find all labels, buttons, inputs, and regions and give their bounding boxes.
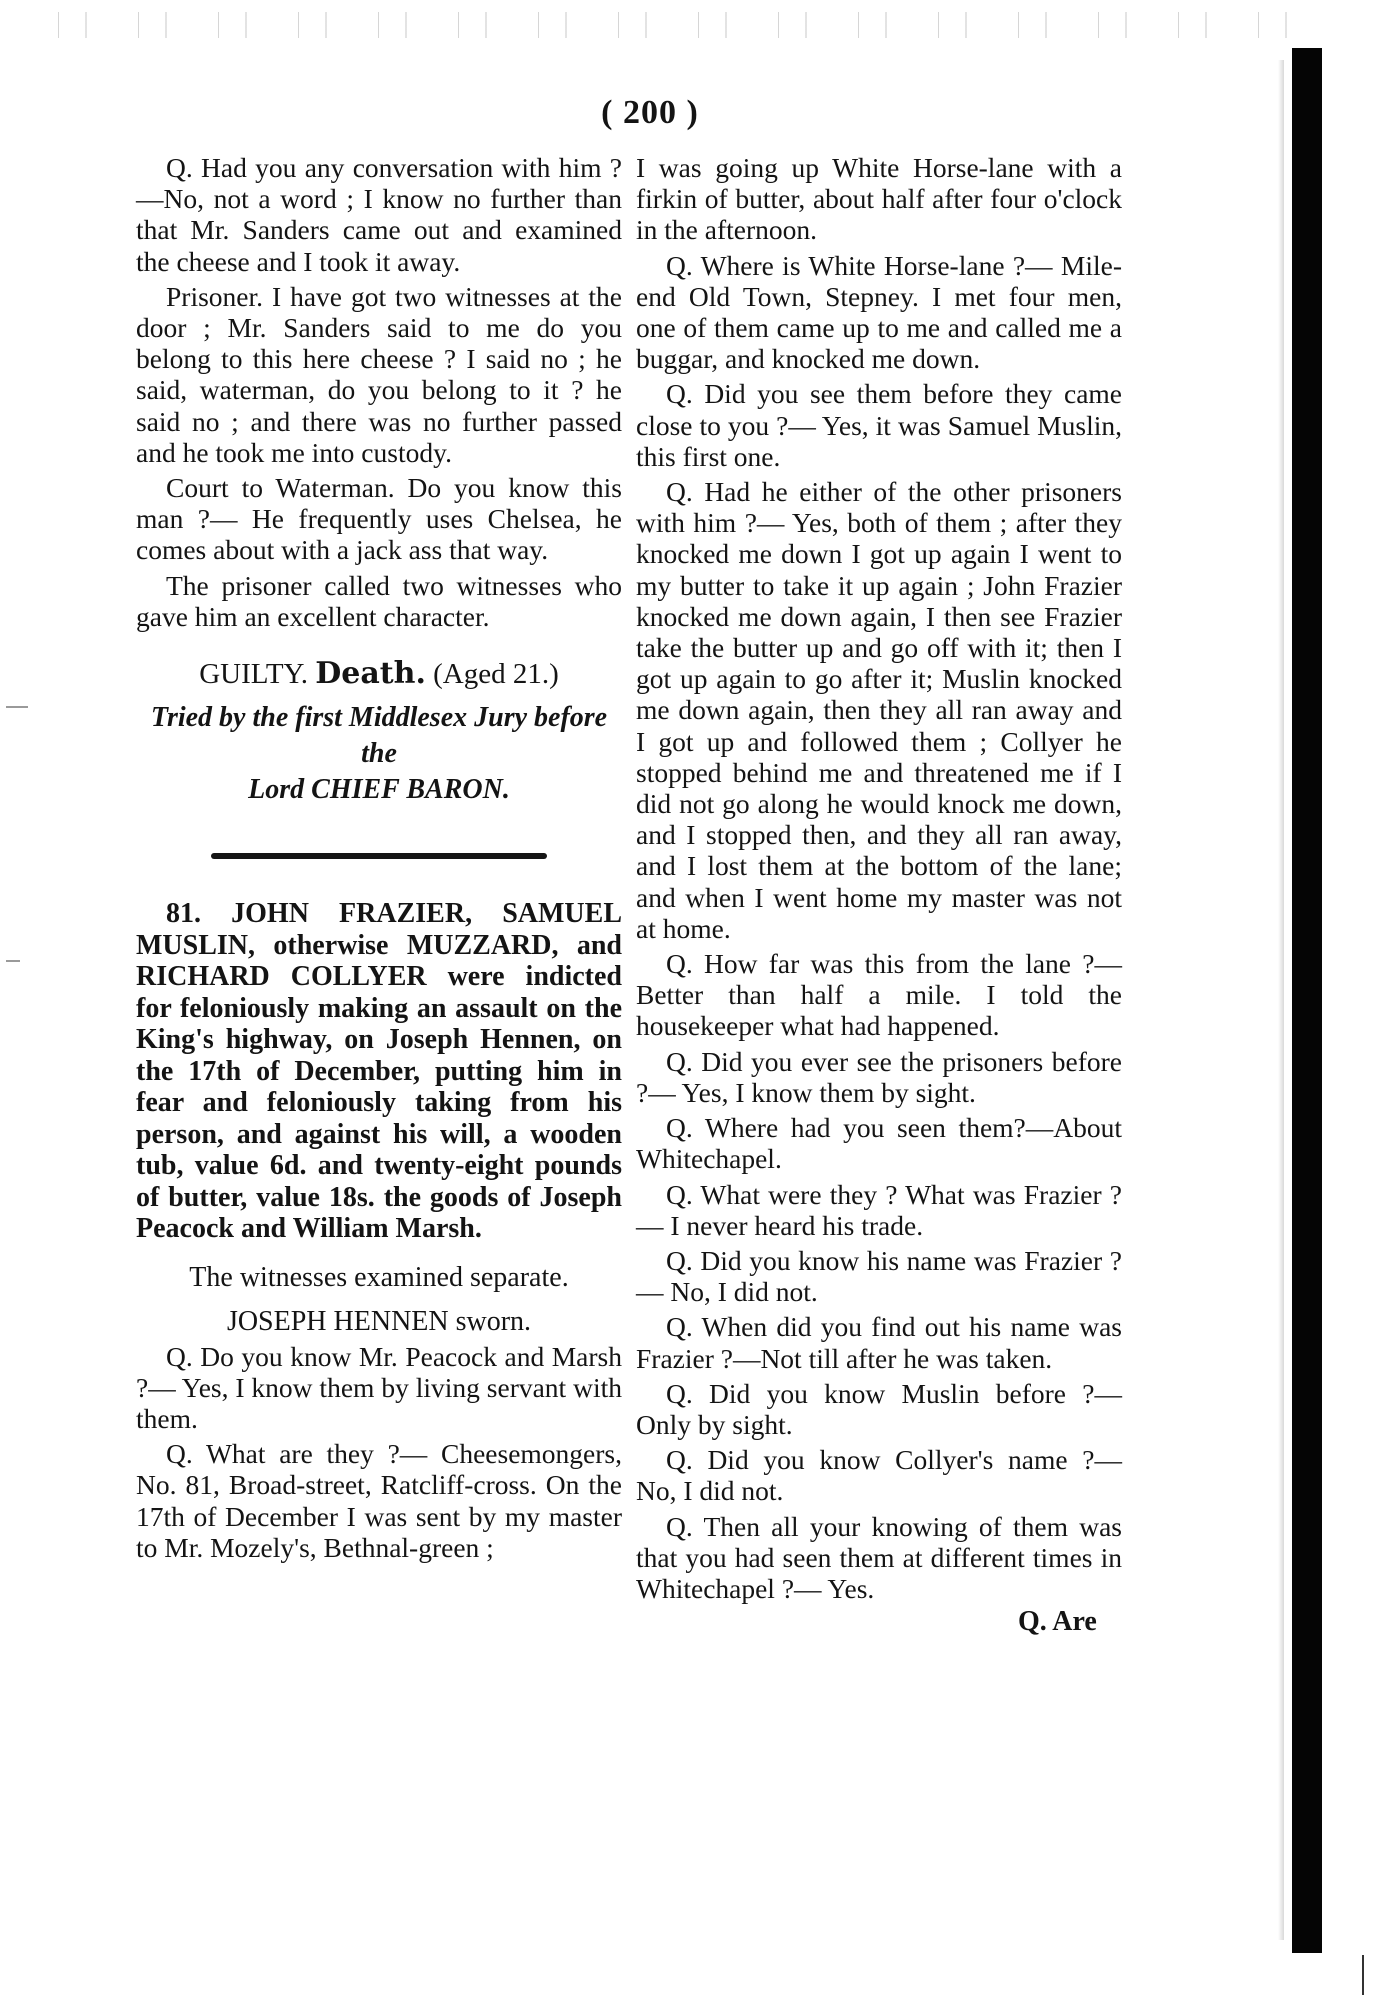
paragraph: Q. How far was this from the lane ?— Better than half a mile. I told the housekeeper what had happened. [636,948,1122,1042]
tried-by [136,700,622,808]
paragraph: Q. Did you know his name was Frazier ?— No, I did not. [636,1244,1122,1308]
paragraph: Q. Where is White Horse-lane ?— Mile-end Old Town, Stepney. I met four men, one of them came up to me and called me a buggar, and knocked me down. [636,249,1122,375]
left-column [136,152,622,1563]
margin-mark [6,706,28,708]
paragraph: Q. Did you see them before they came close to you ?— Yes, it was Samuel Muslin, this first one. [636,378,1122,472]
paragraph: Q. Did you know Collyer's name ?— No, I did not. [636,1444,1122,1507]
paragraph: Q. Did you know Muslin before ?— Only by sight. [636,1377,1122,1440]
paragraph: Q. Did you ever see the prisoners before ?— Yes, I know them by sight. [636,1045,1122,1108]
tried-by-line: Tried by the first Middlesex Jury before the [150,702,608,770]
page-edge [1278,60,1284,1940]
verdict-guilty: GUILTY. [199,658,308,691]
paragraph: Prisoner. I have got two witnesses at the door ; Mr. Sanders said to me do you belong to this here cheese ? I said no ; he said, waterman, do you belong to it ? he said no ; and there was no further passed and he took me into custody. [136,280,622,468]
case-heading: 81. JOHN FRAZIER, SAMUEL MUSLIN, otherwise MUZZARD, and RICHARD COLLYER were indicted for feloniously making an assault on the King's highway, on Joseph Hennen, on the 17th of December, putting him in fear and feloniously taking from his person, and against his will, a wooden tub, value 6d. and twenty-eight pounds of butter, value 18s. the goods of Joseph Peacock and William Marsh. [136,898,622,1245]
paragraph: Q. Had you any conversation with him ?—No, not a word ; I know no further than that Mr. Sanders came out and examined the cheese and I took it away. [136,152,622,277]
paragraph: Q. When did you find out his name was Frazier ?—Not till after he was taken. [636,1311,1122,1374]
page-number: ( 200 ) [601,94,699,131]
section-divider [136,846,622,864]
scan-noise-top [40,12,1320,38]
paragraph: I was going up White Horse-lane with a firkin of butter, about half after four o'clock in the afternoon. [636,152,1122,246]
paragraph: Q. Had he either of the other prisoners with him ?— Yes, both of them ; after they knocked me down I got up again I went to my butter to take it up again ; John Frazier knocked me down again, I then see Frazier take the butter up and go off with it; then I got up again to go after it; Muslin knocked me down again, then they all ran away and I got up and followed them ; Collyer he stopped behind me and threatened me if I did not go along he would knock me down, and I stopped then, and they all ran away, and I lost them at the bottom of the lane; and when I went home my master was not at home. [636,476,1122,944]
witnesses-note: The witnesses examined separate. [189,1261,569,1293]
tried-by-line: Lord CHIEF BARON. [248,774,510,806]
paragraph: Q. Then all your knowing of them was that you had seen them at different times in Whitechapel ?— Yes. [636,1510,1122,1604]
catchword: Q. Are [1018,1606,1097,1637]
margin-mark [6,960,20,962]
verdict-sentence: Death. [315,656,426,692]
paragraph: Q. What were they ? What was Frazier ?— I never heard his trade. [636,1178,1122,1241]
paragraph: Q. What are they ?— Cheesemongers, No. 81, Broad-street, Ratcliff-cross. On the 17th of December I was sent by my master to Mr. Mozely's, Bethnal-green ; [136,1438,622,1563]
right-column [636,152,1122,1604]
paragraph: Q. Where had you seen them?—About Whitechapel. [636,1112,1122,1175]
paragraph: Court to Waterman. Do you know this man ?— He frequently uses Chelsea, he comes about with a jack ass that way. [136,472,622,566]
verdict-line [136,654,622,694]
verdict-age: (Aged 21.) [433,658,559,691]
paragraph: The prisoner called two witnesses who gave him an excellent character. [136,569,622,632]
binding-shadow [1292,48,1322,1953]
witness-sworn: JOSEPH HENNEN sworn. [226,1305,532,1337]
paragraph: Q. Do you know Mr. Peacock and Marsh ?— Yes, I know them by living servant with them. [136,1340,622,1434]
scan-mark [1362,1955,1364,1995]
